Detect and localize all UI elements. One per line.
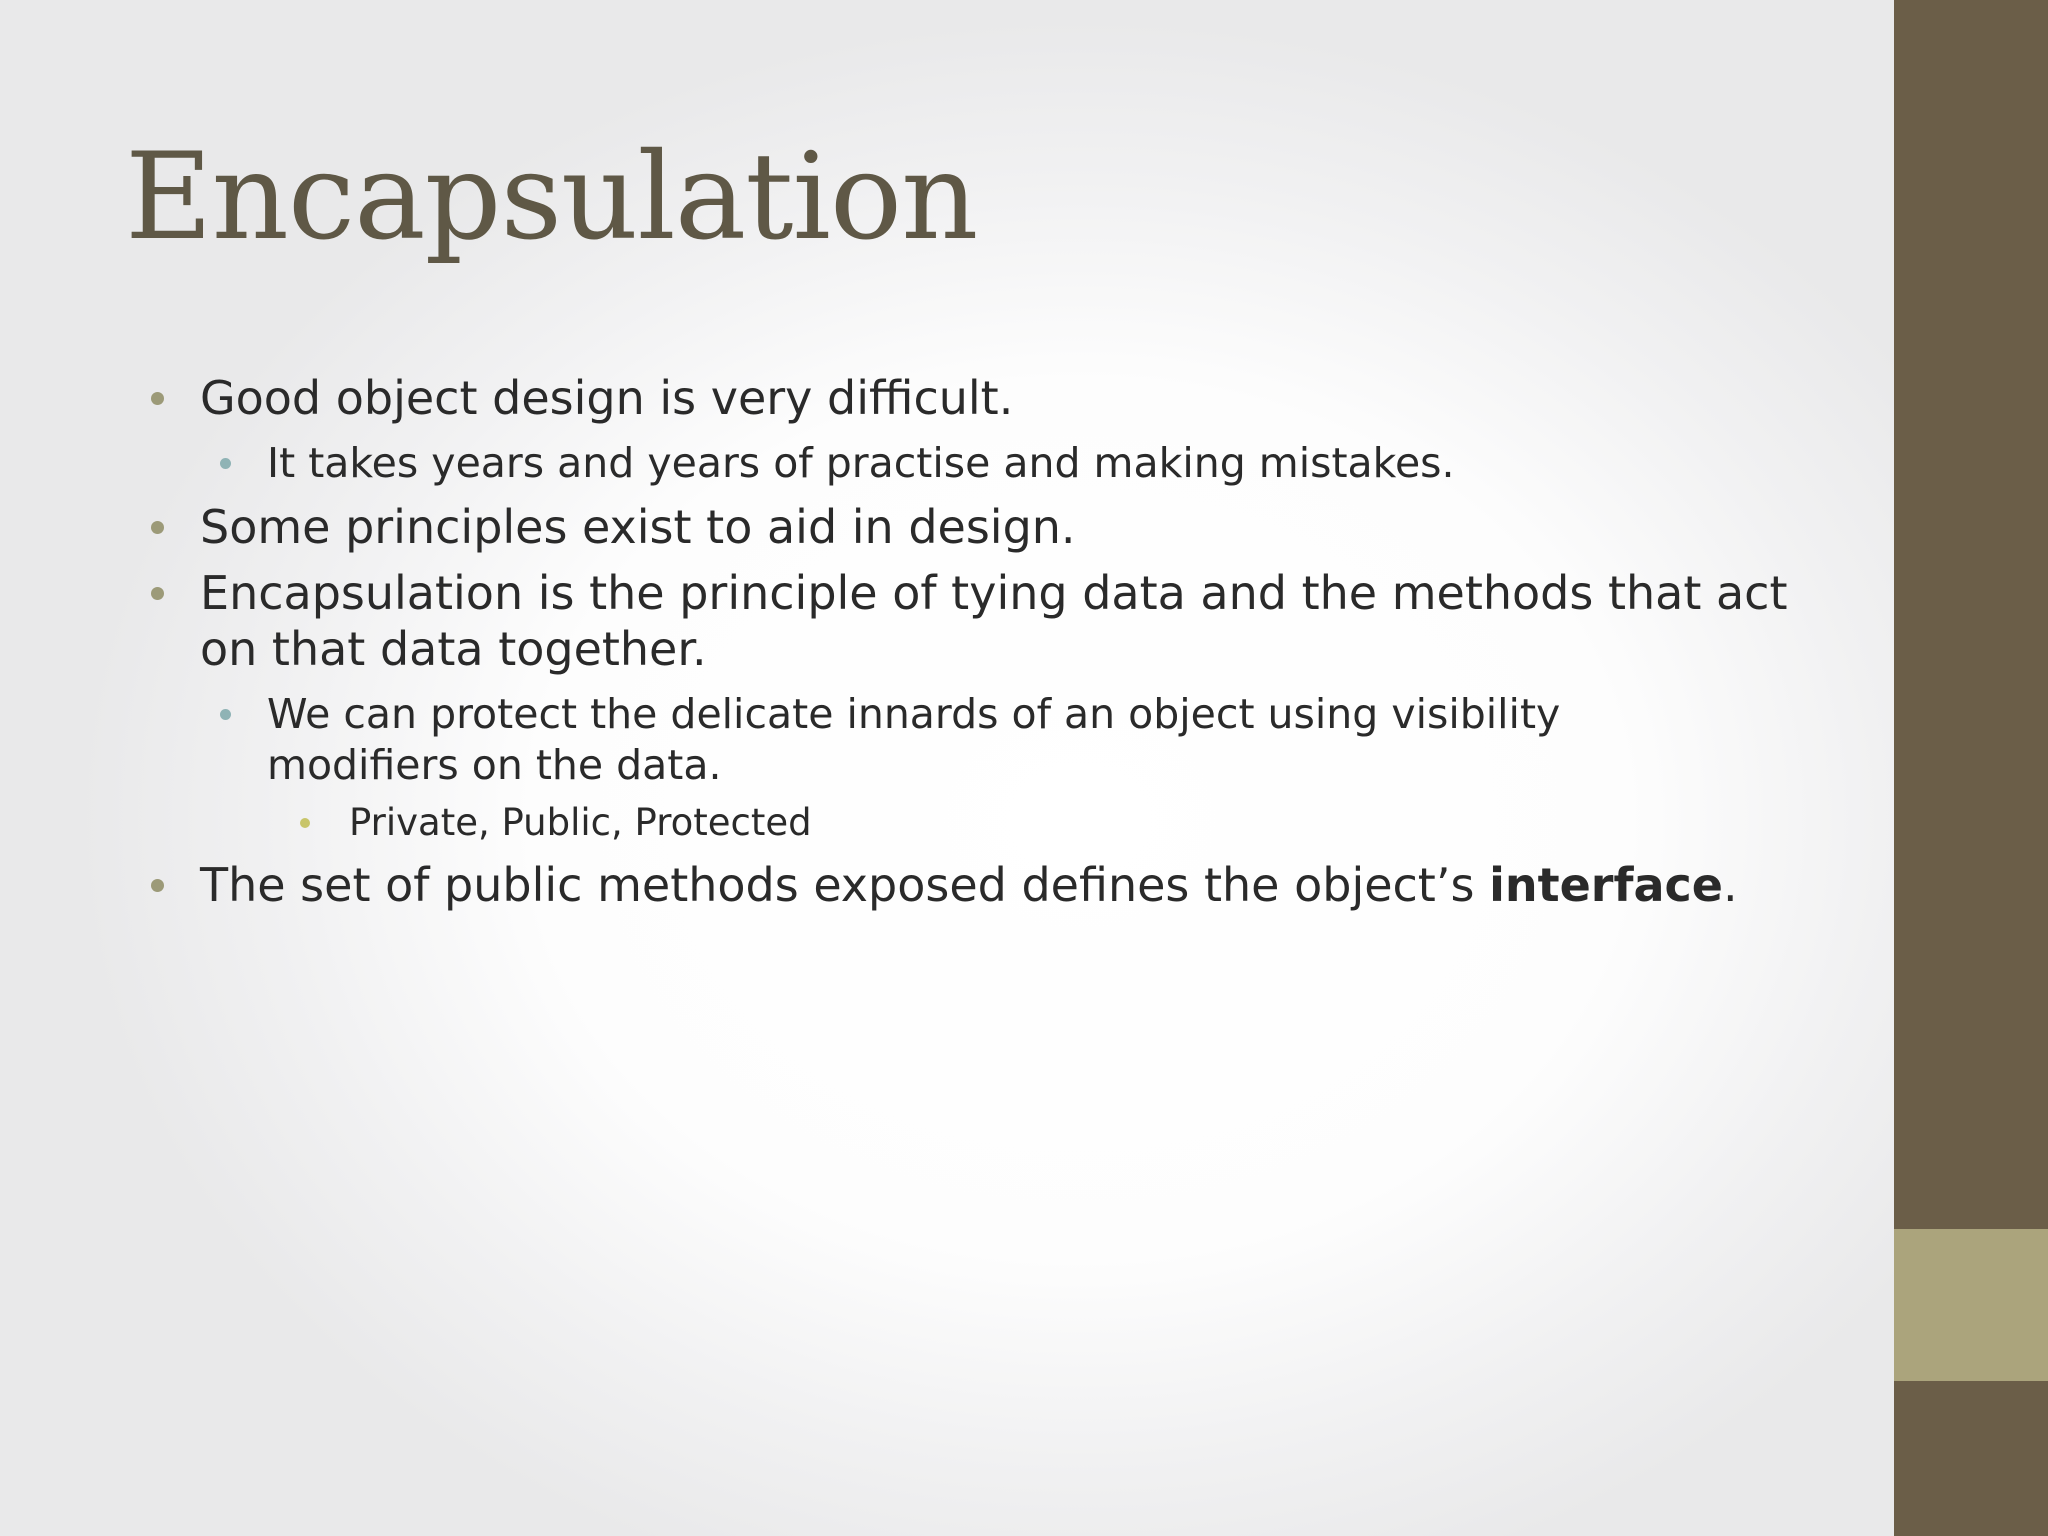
bullet-text-plain: The set of public methods exposed defines the object’s — [200, 858, 1490, 912]
bullet-text-bold-term: interface — [1489, 858, 1723, 912]
sub-sub-bullet-item — [0, 799, 1860, 847]
bullet-dot-icon — [151, 879, 164, 892]
sub-bullet-text: We can protect the delicate innards of an object using visibility modifiers on the data. — [267, 690, 1561, 789]
sub-sub-bullet-dot-icon — [300, 818, 310, 828]
bullet-item — [0, 857, 1860, 913]
sub-bullet-text: It takes years and years of practise and making mistakes. — [267, 439, 1455, 487]
sub-bullet-item — [0, 438, 1860, 489]
bullet-dot-icon — [151, 392, 164, 405]
sub-bullet-item — [0, 689, 1860, 791]
sub-bullet-dot-icon — [220, 709, 231, 720]
sub-bullet-dot-icon — [220, 458, 231, 469]
sub-sub-bullet-text: Private, Public, Protected — [349, 801, 812, 844]
bullet-item — [0, 499, 1860, 555]
bullet-dot-icon — [151, 521, 164, 534]
sidebar-accent-block — [1894, 1229, 2048, 1381]
slide-title: Encapsulation — [125, 128, 978, 267]
bullet-item — [0, 565, 1860, 677]
bullet-text: Some principles exist to aid in design. — [200, 500, 1076, 554]
bullet-dot-icon — [151, 587, 164, 600]
bullet-text-trailing: . — [1722, 858, 1738, 912]
bullet-text: Good object design is very difficult. — [200, 371, 1014, 425]
bullet-text: Encapsulation is the principle of tying data and the methods that act on that data together. — [200, 566, 1788, 676]
bullet-text — [200, 857, 1800, 913]
bullet-item — [0, 370, 1860, 426]
bullet-list — [0, 360, 1860, 913]
